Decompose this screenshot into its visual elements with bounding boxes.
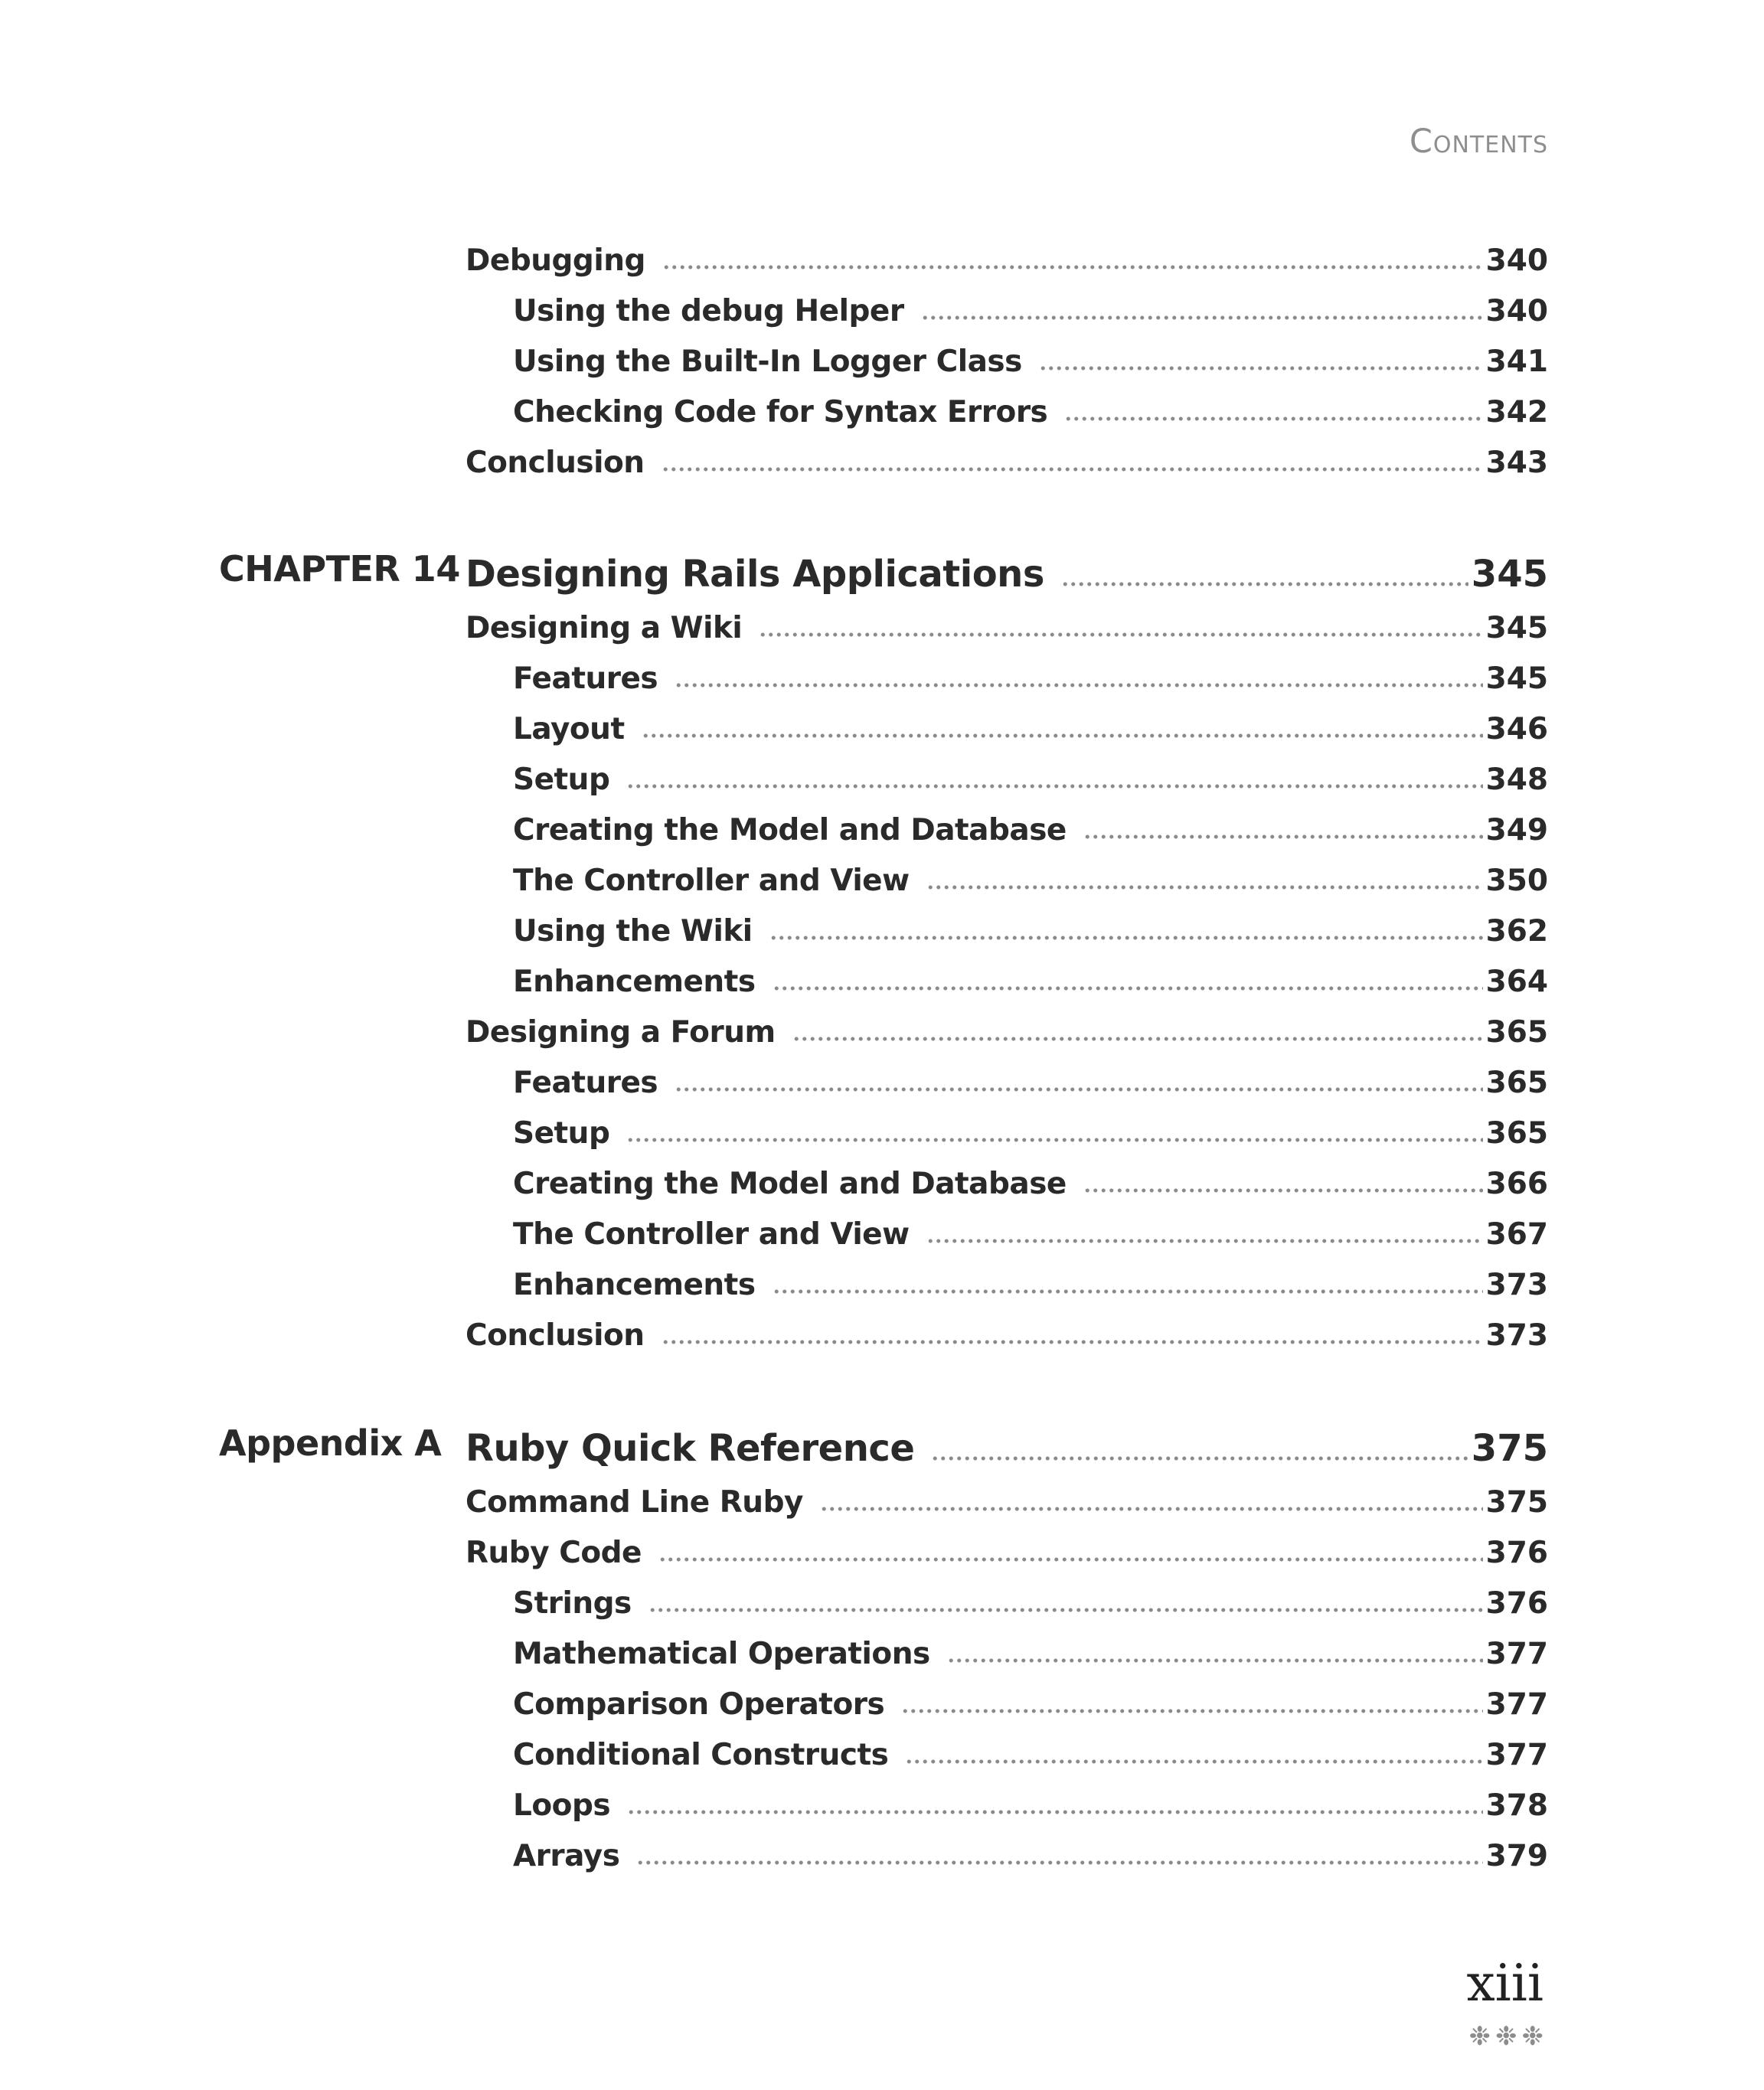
toc-appendix-a[interactable] [466, 1416, 1548, 1470]
toc-entry-page: 362 [1485, 914, 1548, 949]
toc-entry[interactable] [513, 1775, 1548, 1821]
toc-entry-title: Features [513, 661, 658, 696]
toc-entry-title: Ruby Code [466, 1536, 642, 1570]
dot-leader [658, 1556, 1483, 1563]
toc-entry-title: Setup [513, 763, 610, 797]
toc-entry-title: Using the Built-In Logger Class [513, 345, 1022, 379]
toc-entry[interactable] [513, 1052, 1548, 1098]
toc-entry-page: 375 [1485, 1485, 1548, 1520]
dot-leader [926, 883, 1483, 891]
dot-leader [773, 985, 1483, 992]
toc-entry-title: Debugging [466, 243, 645, 278]
dot-leader [1061, 580, 1468, 588]
toc-entry[interactable] [513, 1674, 1548, 1722]
chapter-label: CHAPTER 14 [219, 548, 460, 589]
toc-entry[interactable] [466, 1001, 1548, 1050]
toc-entry-debugging[interactable] [466, 230, 1548, 276]
toc-entry[interactable] [513, 1254, 1548, 1300]
dot-leader [648, 1606, 1483, 1614]
running-header: Contents [1409, 122, 1548, 161]
dot-leader [1083, 833, 1483, 841]
dot-leader [931, 1455, 1468, 1462]
toc-entry-title: Command Line Ruby [466, 1485, 803, 1520]
toc-entry-page: 348 [1485, 763, 1548, 797]
chapter-title: Designing Rails Applications [466, 553, 1044, 596]
toc-entry-page: 373 [1485, 1268, 1548, 1302]
toc-entry[interactable] [466, 1522, 1548, 1568]
dot-leader [926, 1237, 1483, 1245]
toc-entry-page: 365 [1485, 1066, 1548, 1100]
dot-leader [662, 465, 1483, 473]
toc-entry-title: Enhancements [513, 965, 756, 999]
toc-entry[interactable] [513, 698, 1548, 744]
toc-entry[interactable] [513, 1153, 1548, 1199]
toc-entry-title: Arrays [513, 1839, 620, 1873]
appendix-page: 375 [1471, 1427, 1548, 1470]
toc-entry[interactable] [466, 1305, 1548, 1353]
dot-leader [773, 1288, 1483, 1295]
toc-entry-page: 340 [1485, 294, 1548, 328]
toc-entry[interactable] [466, 597, 1548, 643]
dot-leader [626, 1136, 1482, 1144]
dot-leader [1083, 1187, 1483, 1194]
toc-entry-title: Loops [513, 1788, 611, 1823]
page-number: xiii [1466, 1954, 1544, 2013]
toc-entry-page: 365 [1485, 1116, 1548, 1151]
toc-entry[interactable] [513, 951, 1548, 997]
dot-leader [636, 1859, 1482, 1866]
toc-entry[interactable] [513, 1572, 1548, 1621]
dot-leader [642, 732, 1483, 740]
dot-leader [792, 1035, 1483, 1043]
toc-entry-title: Features [513, 1066, 658, 1100]
dot-leader [769, 934, 1483, 942]
toc-entry-title: Layout [513, 712, 625, 746]
toc-entry-page: 377 [1485, 1637, 1548, 1671]
dot-leader [1064, 415, 1482, 423]
toc-entry-page: 376 [1485, 1586, 1548, 1621]
dot-leader [626, 782, 1482, 790]
toc-entry-page: 365 [1485, 1015, 1548, 1050]
toc-entry-page: 366 [1485, 1167, 1548, 1201]
toc-entry-title: Mathematical Operations [513, 1637, 930, 1671]
toc-entry-title: Conclusion [466, 1318, 645, 1353]
toc-entry-title: Using the Wiki [513, 914, 753, 949]
toc-entry-title: Using the debug Helper [513, 294, 904, 328]
dot-leader [921, 314, 1483, 322]
appendix-title: Ruby Quick Reference [466, 1427, 915, 1470]
toc-entry-title: Designing a Wiki [466, 611, 743, 645]
toc-entry-page: 378 [1485, 1788, 1548, 1823]
dot-leader [901, 1707, 1482, 1715]
dot-leader [662, 1338, 1483, 1346]
toc-entry[interactable] [513, 1825, 1548, 1871]
toc-entry-title: Designing a Forum [466, 1015, 776, 1050]
dot-leader [662, 263, 1483, 271]
toc-entry-title: Strings [513, 1586, 632, 1621]
toc-entry-title: Comparison Operators [513, 1687, 885, 1722]
toc-entry-page: 343 [1485, 446, 1548, 480]
chapter-page: 345 [1471, 553, 1548, 596]
toc-entry[interactable] [513, 900, 1548, 949]
toc-entry-page: 373 [1485, 1318, 1548, 1353]
dot-leader [627, 1808, 1483, 1816]
toc-entry-page: 345 [1485, 661, 1548, 696]
dot-leader [675, 681, 1482, 689]
toc-entry-page: 350 [1485, 864, 1548, 898]
toc-entry-page: 379 [1485, 1839, 1548, 1873]
dot-leader [820, 1505, 1483, 1513]
toc-entry-page: 364 [1485, 965, 1548, 999]
toc-entry[interactable] [513, 1724, 1548, 1770]
toc-entry-title: Creating the Model and Database [513, 1167, 1067, 1201]
toc-entry-page: 349 [1485, 813, 1548, 847]
toc-entry-title: The Controller and View [513, 864, 910, 898]
dot-leader [759, 631, 1482, 638]
toc-entry-page: 367 [1485, 1217, 1548, 1252]
toc-entry-page: 342 [1485, 395, 1548, 429]
dot-leader [947, 1657, 1483, 1664]
toc-entry-conclusion[interactable] [466, 432, 1548, 478]
toc-entry-title: Enhancements [513, 1268, 756, 1302]
toc-entry[interactable] [513, 850, 1548, 896]
toc-entry[interactable] [513, 1623, 1548, 1669]
toc-entry-page: 346 [1485, 712, 1548, 746]
toc-entry[interactable] [513, 1102, 1548, 1151]
toc-entry[interactable] [466, 1471, 1548, 1520]
toc-entry-syntax[interactable] [513, 381, 1548, 427]
dot-leader [1039, 364, 1483, 372]
dot-leader [675, 1086, 1482, 1093]
toc-entry-title: Setup [513, 1116, 610, 1151]
toc-entry-title: Creating the Model and Database [513, 813, 1067, 847]
toc-entry-page: 340 [1485, 243, 1548, 278]
toc-entry-title: Checking Code for Syntax Errors [513, 395, 1048, 429]
appendix-label: Appendix A [219, 1422, 442, 1464]
toc-entry[interactable] [513, 749, 1548, 795]
toc-entry-page: 341 [1485, 345, 1548, 379]
toc-chapter-14[interactable] [466, 542, 1548, 596]
toc-entry-debug-helper[interactable] [513, 280, 1548, 326]
toc-entry-logger[interactable] [513, 331, 1548, 377]
toc-entry-title: The Controller and View [513, 1217, 910, 1252]
toc-entry[interactable] [513, 799, 1548, 845]
toc-entry-page: 345 [1485, 611, 1548, 645]
flower-ornament-icon: ❉❉❉ [1468, 2021, 1548, 2052]
toc-entry-page: 376 [1485, 1536, 1548, 1570]
toc-entry-title: Conclusion [466, 446, 645, 480]
dot-leader [905, 1758, 1482, 1765]
toc-entry-page: 377 [1485, 1738, 1548, 1772]
toc-entry-page: 377 [1485, 1687, 1548, 1722]
toc-entry[interactable] [513, 648, 1548, 694]
toc-entry-title: Conditional Constructs [513, 1738, 889, 1772]
toc-entry[interactable] [513, 1203, 1548, 1252]
